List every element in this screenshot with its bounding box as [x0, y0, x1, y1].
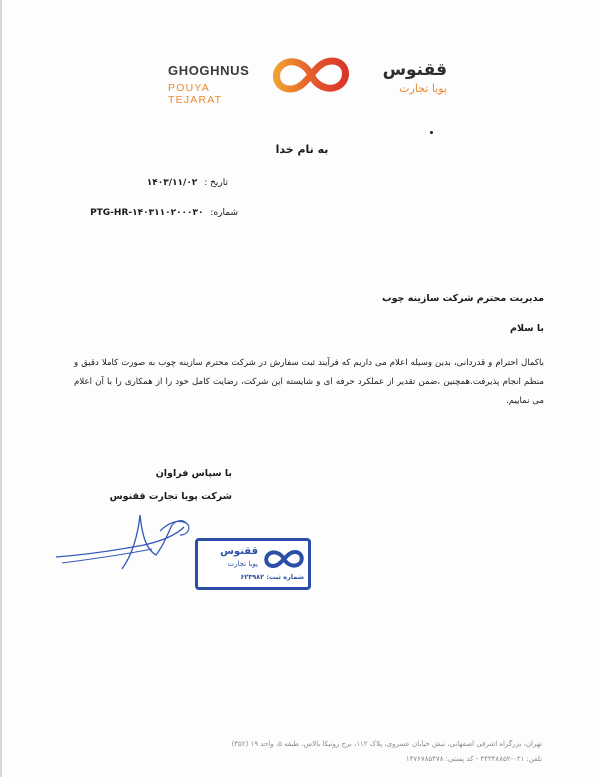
footer-address: تهران، بزرگراه اشرفی اصفهانی، نبش خیابان عسروی، پلاک ۱۱۲، برج رونیکا بالاس، طبقه ۵، واحد ۱۹ (۳۵۲): [231, 740, 542, 748]
infinity-logo-icon: [268, 53, 354, 101]
brand-english-subtitle: POUYA TEJARAT: [168, 82, 223, 106]
letterhead: [2, 50, 600, 110]
closing-thanks: با سپاس فراوان: [155, 468, 232, 479]
number-line: [90, 208, 238, 218]
brand-english: [168, 63, 263, 106]
brand-persian-name: ققنوس: [382, 60, 447, 80]
footer: [162, 737, 542, 767]
footer-contact: تلفن: ۰۲۱-۴۴۳۴۸۸۵۲ - کد پستی: ۱۴۷۶۷۸۵۴۷۸: [405, 755, 542, 763]
company-stamp: [195, 538, 311, 590]
stamp-subtitle: پویا تجارت: [227, 560, 258, 568]
date-label: تاریخ :: [204, 178, 228, 188]
greeting: با سلام: [510, 323, 544, 334]
letter-body: باکمال احترام و قدردانی، بدین وسیله اعلام می داریم که فرآیند ثبت سفارش در شرکت محترم سازینه چوب به صورت کاملا دقیق و منظم انجام پذیرفت.همچنین ،ضمن تقدیر از عملکرد حرفه ای و شایسته این شرکت، رضایت کامل خود را از همکاری را با آن اعلام می نماییم.: [74, 358, 544, 406]
brand-english-name: GHOGHNUS: [168, 63, 250, 78]
stamp-registration: شماره ثبت: ۶۲۳۹۸۲: [240, 573, 304, 581]
stamp-infinity-icon: [262, 547, 306, 575]
signature-icon: [52, 505, 212, 584]
stamp-name: ققنوس: [220, 546, 258, 557]
addressee: مدیریت محترم شرکت سازینه چوب: [382, 293, 544, 304]
closing-company: شرکت پویا تجارت ققنوس: [109, 491, 232, 502]
ink-dot: [430, 131, 433, 134]
brand-persian: [357, 60, 447, 95]
date-value: ۱۴۰۳/۱۱/۰۲: [146, 178, 198, 188]
invocation-heading: به نام خدا: [275, 143, 329, 156]
number-value: PTG-HR-۱۴۰۳۱۱۰۲۰۰۰۳۰: [90, 208, 204, 218]
number-label: شماره:: [210, 208, 238, 218]
date-line: [147, 178, 228, 188]
brand-persian-subtitle: پویا تجارت: [399, 82, 447, 95]
